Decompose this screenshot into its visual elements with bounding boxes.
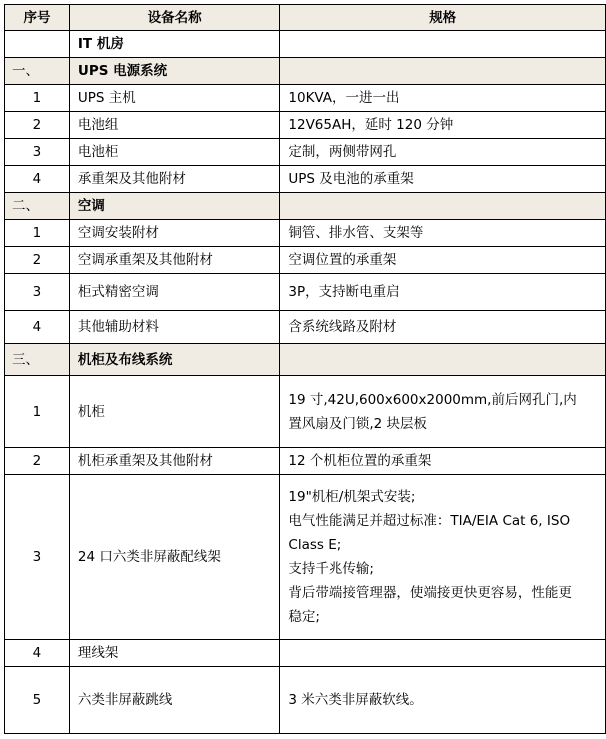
row-no: 2 <box>5 247 70 274</box>
table-row <box>5 311 606 344</box>
row-name: 柜式精密空调 <box>69 274 279 311</box>
section-no: 二、 <box>5 193 70 220</box>
section-no: 三、 <box>5 344 70 376</box>
header-spec: 规格 <box>280 5 606 31</box>
section-row <box>5 193 606 220</box>
row-name: 六类非屏蔽跳线 <box>69 667 279 734</box>
table-row <box>5 274 606 311</box>
table-row <box>5 667 606 734</box>
row-name: 理线架 <box>69 640 279 667</box>
header-no: 序号 <box>5 5 70 31</box>
title-no <box>5 31 70 58</box>
row-no: 3 <box>5 475 70 640</box>
table-row <box>5 220 606 247</box>
section-no: 一、 <box>5 58 70 85</box>
section-name: UPS 电源系统 <box>69 58 279 85</box>
table-row <box>5 85 606 112</box>
row-spec: 定制，两侧带网孔 <box>280 139 606 166</box>
row-no: 4 <box>5 640 70 667</box>
row-name: 电池柜 <box>69 139 279 166</box>
row-spec: 空调位置的承重架 <box>280 247 606 274</box>
row-spec: UPS 及电池的承重架 <box>280 166 606 193</box>
section-name: 空调 <box>69 193 279 220</box>
table-row <box>5 376 606 448</box>
row-spec: 含系统线路及附材 <box>280 311 606 344</box>
row-name: 其他辅助材料 <box>69 311 279 344</box>
section-row <box>5 58 606 85</box>
table-row <box>5 448 606 475</box>
title-row <box>5 31 606 58</box>
row-name: 承重架及其他附材 <box>69 166 279 193</box>
row-no: 2 <box>5 448 70 475</box>
equipment-table <box>4 4 606 734</box>
row-no: 4 <box>5 311 70 344</box>
section-name: 机柜及布线系统 <box>69 344 279 376</box>
row-name: 机柜承重架及其他附材 <box>69 448 279 475</box>
header-row <box>5 5 606 31</box>
title-name: IT 机房 <box>69 31 279 58</box>
row-no: 1 <box>5 376 70 448</box>
row-spec: 12 个机柜位置的承重架 <box>280 448 606 475</box>
row-spec: 铜管、排水管、支架等 <box>280 220 606 247</box>
row-spec: 19"机柜/机架式安装; 电气性能满足并超过标准：TIA/EIA Cat 6, ISO Class E; 支持千兆传输; 背后带端接管理器，使端接更快更容易，性能更 稳定; <box>280 475 606 640</box>
row-name: 24 口六类非屏蔽配线架 <box>69 475 279 640</box>
row-spec: 12V65AH，延时 120 分钟 <box>280 112 606 139</box>
table-row <box>5 640 606 667</box>
row-name: 空调承重架及其他附材 <box>69 247 279 274</box>
row-no: 2 <box>5 112 70 139</box>
row-name: UPS 主机 <box>69 85 279 112</box>
row-name: 空调安装附材 <box>69 220 279 247</box>
row-spec <box>280 640 606 667</box>
table-row <box>5 475 606 640</box>
row-no: 1 <box>5 220 70 247</box>
row-spec: 19 寸,42U,600x600x2000mm,前后网孔门,内 置风扇及门锁,2 块层板 <box>280 376 606 448</box>
title-spec <box>280 31 606 58</box>
row-spec: 3 米六类非屏蔽软线。 <box>280 667 606 734</box>
section-row <box>5 344 606 376</box>
row-no: 3 <box>5 139 70 166</box>
row-name: 机柜 <box>69 376 279 448</box>
row-name: 电池组 <box>69 112 279 139</box>
table-row <box>5 247 606 274</box>
row-spec: 10KVA，一进一出 <box>280 85 606 112</box>
row-no: 1 <box>5 85 70 112</box>
row-no: 5 <box>5 667 70 734</box>
row-no: 3 <box>5 274 70 311</box>
table-row <box>5 139 606 166</box>
header-name: 设备名称 <box>69 5 279 31</box>
row-no: 4 <box>5 166 70 193</box>
table-row <box>5 166 606 193</box>
row-spec: 3P，支持断电重启 <box>280 274 606 311</box>
table-row <box>5 112 606 139</box>
